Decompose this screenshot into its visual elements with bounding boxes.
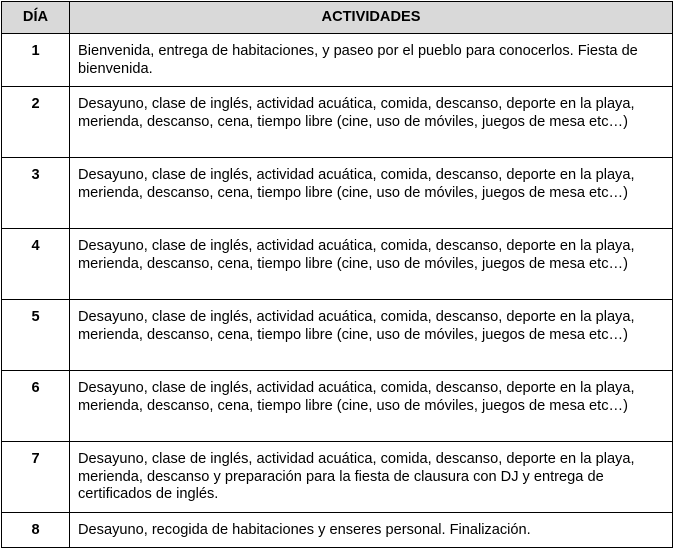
activities-cell: Desayuno, clase de inglés, actividad acuática, comida, descanso, deporte en la playa, merienda, descanso, cena, tiempo libre (cine, uso de móviles, juegos de mesa etc…) <box>70 371 673 442</box>
activities-cell: Desayuno, clase de inglés, actividad acuática, comida, descanso, deporte en la playa, merienda, descanso y preparación para la fiesta de clausura con DJ y entrega de certificados de inglés. <box>70 442 673 513</box>
header-activities: ACTIVIDADES <box>70 2 673 34</box>
table-row <box>2 87 673 158</box>
day-cell: 5 <box>2 300 70 371</box>
table-row <box>2 300 673 371</box>
activities-cell: Desayuno, clase de inglés, actividad acuática, comida, descanso, deporte en la playa, merienda, descanso, cena, tiempo libre (cine, uso de móviles, juegos de mesa etc…) <box>70 158 673 229</box>
table-row <box>2 158 673 229</box>
table-header-row <box>2 2 673 34</box>
header-day: DÍA <box>2 2 70 34</box>
table-row <box>2 229 673 300</box>
day-cell: 4 <box>2 229 70 300</box>
day-cell: 8 <box>2 513 70 548</box>
day-cell: 2 <box>2 87 70 158</box>
table-row <box>2 442 673 513</box>
day-cell: 7 <box>2 442 70 513</box>
day-cell: 3 <box>2 158 70 229</box>
table-row <box>2 371 673 442</box>
table-row <box>2 513 673 548</box>
table-row <box>2 34 673 87</box>
activities-cell: Desayuno, clase de inglés, actividad acuática, comida, descanso, deporte en la playa, merienda, descanso, cena, tiempo libre (cine, uso de móviles, juegos de mesa etc…) <box>70 300 673 371</box>
activities-cell: Desayuno, clase de inglés, actividad acuática, comida, descanso, deporte en la playa, merienda, descanso, cena, tiempo libre (cine, uso de móviles, juegos de mesa etc…) <box>70 229 673 300</box>
day-cell: 6 <box>2 371 70 442</box>
activities-cell: Bienvenida, entrega de habitaciones, y paseo por el pueblo para conocerlos. Fiesta de bienvenida. <box>70 34 673 87</box>
activities-cell: Desayuno, clase de inglés, actividad acuática, comida, descanso, deporte en la playa, merienda, descanso, cena, tiempo libre (cine, uso de móviles, juegos de mesa etc…) <box>70 87 673 158</box>
activities-cell: Desayuno, recogida de habitaciones y enseres personal. Finalización. <box>70 513 673 548</box>
day-cell: 1 <box>2 34 70 87</box>
activities-schedule-table <box>1 1 673 548</box>
